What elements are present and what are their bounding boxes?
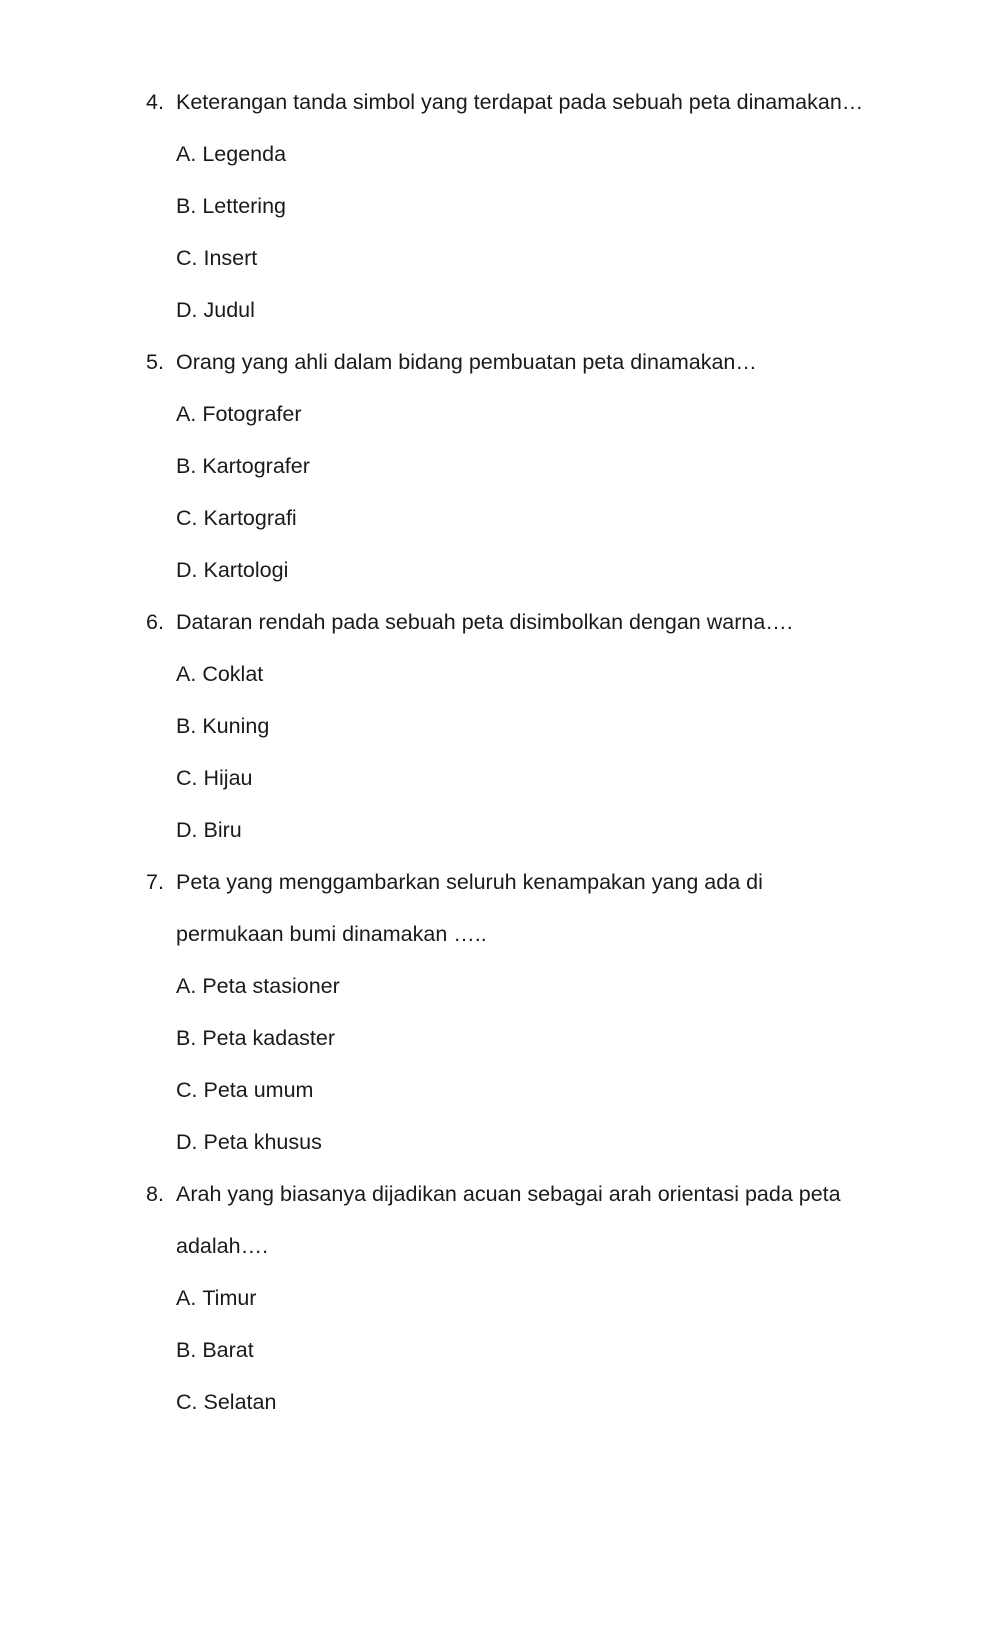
option-letter: C.: [176, 1390, 198, 1414]
option-letter: D.: [176, 818, 198, 842]
question-text: Peta yang menggambarkan seluruh kenampakan yang ada di permukaan bumi dinamakan …..: [176, 870, 763, 946]
question-stem: [146, 596, 886, 648]
answer-option: [176, 960, 886, 1012]
answer-option: [176, 804, 886, 856]
answer-option: [176, 284, 886, 336]
answer-options: [146, 1272, 886, 1428]
answer-options: [146, 388, 886, 596]
option-text: Peta stasioner: [202, 974, 340, 998]
option-letter: A.: [176, 142, 197, 166]
answer-option: [176, 388, 886, 440]
option-text: Barat: [202, 1338, 254, 1362]
option-letter: B.: [176, 1338, 197, 1362]
option-letter: B.: [176, 714, 197, 738]
answer-options: [146, 960, 886, 1168]
option-letter: B.: [176, 194, 197, 218]
option-text: Peta umum: [203, 1078, 314, 1102]
question-stem: [146, 856, 886, 960]
question-text: Orang yang ahli dalam bidang pembuatan peta dinamakan…: [176, 350, 757, 374]
question-4: [146, 76, 886, 336]
question-number: 4.: [146, 90, 164, 114]
question-text: Arah yang biasanya dijadikan acuan sebagai arah orientasi pada peta adalah….: [176, 1182, 841, 1258]
question-6: [146, 596, 886, 856]
option-letter: A.: [176, 402, 197, 426]
answer-option: [176, 648, 886, 700]
answer-option: [176, 1376, 886, 1428]
question-list: [146, 76, 886, 1428]
question-stem: [146, 1168, 886, 1272]
answer-option: [176, 1012, 886, 1064]
question-number: 7.: [146, 870, 164, 894]
option-text: Kartologi: [203, 558, 289, 582]
answer-option: [176, 232, 886, 284]
answer-option: [176, 752, 886, 804]
option-text: Kartografer: [202, 454, 310, 478]
option-text: Judul: [203, 298, 255, 322]
option-text: Legenda: [202, 142, 287, 166]
answer-option: [176, 1064, 886, 1116]
option-letter: D.: [176, 558, 198, 582]
option-text: Timur: [202, 1286, 257, 1310]
option-letter: D.: [176, 298, 198, 322]
option-text: Hijau: [203, 766, 253, 790]
question-stem: [146, 336, 886, 388]
question-number: 6.: [146, 610, 164, 634]
option-letter: A.: [176, 662, 197, 686]
option-letter: C.: [176, 506, 198, 530]
option-text: Kartografi: [203, 506, 297, 530]
option-letter: D.: [176, 1130, 198, 1154]
answer-option: [176, 1324, 886, 1376]
question-7: [146, 856, 886, 1168]
option-letter: A.: [176, 1286, 197, 1310]
answer-option: [176, 1116, 886, 1168]
question-number: 8.: [146, 1182, 164, 1206]
option-text: Coklat: [202, 662, 264, 686]
question-text: Dataran rendah pada sebuah peta disimbolkan dengan warna….: [176, 610, 793, 634]
option-text: Insert: [203, 246, 258, 270]
option-letter: B.: [176, 454, 197, 478]
question-5: [146, 336, 886, 596]
answer-option: [176, 1272, 886, 1324]
option-letter: C.: [176, 766, 198, 790]
option-letter: C.: [176, 246, 198, 270]
question-8: [146, 1168, 886, 1428]
option-letter: B.: [176, 1026, 197, 1050]
question-number: 5.: [146, 350, 164, 374]
answer-option: [176, 440, 886, 492]
option-text: Biru: [203, 818, 242, 842]
answer-options: [146, 648, 886, 856]
option-text: Peta khusus: [203, 1130, 322, 1154]
answer-option: [176, 544, 886, 596]
answer-option: [176, 700, 886, 752]
answer-option: [176, 128, 886, 180]
option-text: Fotografer: [202, 402, 302, 426]
answer-option: [176, 180, 886, 232]
option-text: Kuning: [202, 714, 270, 738]
question-stem: [146, 76, 886, 128]
option-letter: C.: [176, 1078, 198, 1102]
answer-options: [146, 128, 886, 336]
option-text: Peta kadaster: [202, 1026, 335, 1050]
option-text: Selatan: [203, 1390, 277, 1414]
option-letter: A.: [176, 974, 197, 998]
question-text: Keterangan tanda simbol yang terdapat pada sebuah peta dinamakan…: [176, 90, 864, 114]
answer-option: [176, 492, 886, 544]
option-text: Lettering: [202, 194, 286, 218]
